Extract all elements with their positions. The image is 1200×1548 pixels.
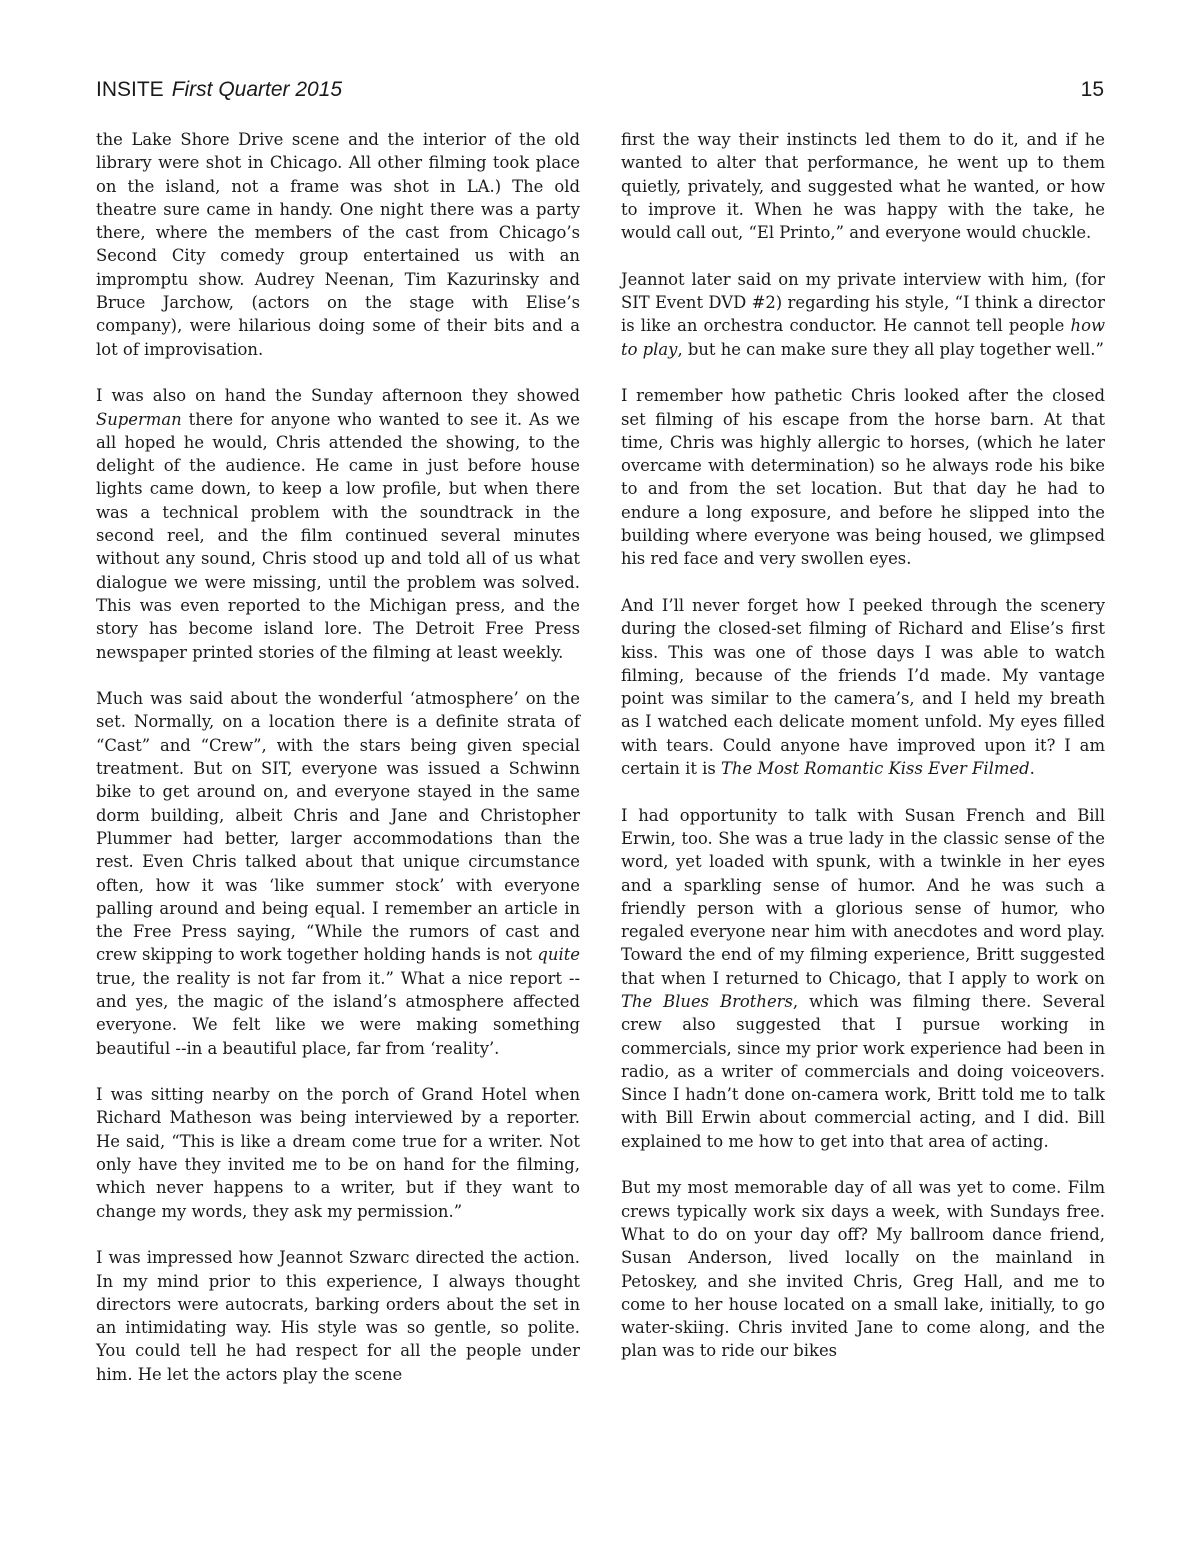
paragraph <box>96 1246 580 1386</box>
text-run: Jeannot later said on my private interview with him, (for SIT Event DVD #2) regarding his style, “I think a director is like an orchestra conductor. He cannot tell people <box>621 269 1105 336</box>
paragraph <box>96 384 580 664</box>
italic-text: The Most Romantic Kiss Ever Filmed <box>721 759 1030 779</box>
text-run: . <box>1029 759 1035 779</box>
paragraph <box>621 128 1105 244</box>
page-header <box>96 78 1104 108</box>
italic-text: how to play <box>621 316 1105 359</box>
text-run: there for anyone who wanted to see it. As we all hoped he would, Chris attended the showing, to the delight of the audience. He came in just before house lights came down, to keep a low profile, but when there was a technical problem with the soundtrack in the second reel, and the film continued several minutes without any sound, Chris stood up and told all of us what dialogue we were missing, until the problem was solved. This was even reported to the Michigan press, and the story has become island lore. The Detroit Free Press newspaper printed stories of the filming at least weekly. <box>96 409 580 662</box>
text-run: I was also on hand the Sunday afternoon they showed <box>96 386 580 406</box>
paragraph <box>96 1083 580 1223</box>
text-run: And I’ll never forget how I peeked through the scenery during the closed-set filming of Richard and Elise’s first kiss. This was one of those days I was able to watch filming, because of the friends I’d made. My vantage point was similar to the camera’s, and I held my breath as I watched each delicate moment unfold. My eyes filled with tears. Could anyone have improved upon it? I am certain it is <box>621 595 1105 779</box>
italic-text: The Blues Brothers <box>621 991 793 1011</box>
paragraph <box>621 268 1105 361</box>
paragraph <box>621 594 1105 780</box>
text-run: I had opportunity to talk with Susan French and Bill Erwin, too. She was a true lady in the classic sense of the word, yet loaded with spunk, with a twinkle in her eyes and a sparkling sense of humor. And he was such a friendly person with a glorious sense of humor, who regaled everyone near him with anecdotes and word play. Toward the end of my filming experience, Britt suggested that when I returned to Chicago, that I apply to work on <box>621 805 1105 988</box>
text-run: I remember how pathetic Chris looked after the closed set filming of his escape from the horse barn. At that time, Chris was highly allergic to horses, (which he later overcame with determination) so he always rode his bike to and from the set location. But that day he had to endure a long exposure, and before he slipped into the building where everyone was being housed, we glimpsed his red face and very swollen eyes. <box>621 386 1105 569</box>
text-run: , which was filming there. Several crew also suggested that I pursue working in commercials, since my prior work experience had been in radio, as a writer of commercials and doing voiceovers. Since I hadn’t done on-camera work, Britt told me to talk with Bill Erwin about commercial acting, and I did. Bill explained to me how to get into that area of acting. <box>621 991 1106 1151</box>
text-run: I was sitting nearby on the porch of Grand Hotel when Richard Matheson was being interviewed by a reporter. He said, “This is like a dream come true for a writer. Not only have they invited me to be on hand for the filming, which never happens to a writer, but if they want to change my words, they ask my permission.” <box>96 1085 580 1221</box>
text-run: But my most memorable day of all was yet to come. Film crews typically work six days a week, with Sundays free. What to do on your day off? My ballroom dance friend, Susan Anderson, lived locally on the mainland in Petoskey, and she invited Chris, Greg Hall, and me to come to her house located on a small lake, initially, to go water-skiing. Chris invited Jane to come along, and the plan was to ride our bikes <box>621 1178 1105 1361</box>
text-run: , but he can make sure they all play together well.” <box>677 339 1104 359</box>
italic-text: Superman <box>96 409 182 429</box>
paragraph <box>621 384 1105 570</box>
paragraph <box>621 1176 1105 1362</box>
page-number: 15 <box>1080 78 1104 101</box>
paragraph <box>96 128 580 361</box>
text-run: I was impressed how Jeannot Szwarc directed the action. In my mind prior to this experience, I always thought directors were autocrats, barking orders about the set in an intimidating way. His style was so gentle, so polite. You could tell he had respect for all the people under him. He let the actors play the scene <box>96 1248 580 1384</box>
text-run: true, the reality is not far from it.” What a nice report -- and yes, the magic of the island’s atmosphere affected everyone. We felt like we were making something beautiful --in a beautiful place, far from ‘reality’. <box>96 968 580 1058</box>
text-run: Much was said about the wonderful ‘atmosphere’ on the set. Normally, on a location there is a definite strata of “Cast” and “Crew”, with the stars being given special treatment. But on SIT, everyone was issued a Schwinn bike to get around on, and everyone stayed in the same dorm building, albeit Chris and Jane and Christopher Plummer had better, larger accommodations than the rest. Even Chris talked about that unique circumstance often, how it was ‘like summer stock’ with everyone palling around and being equal. I remember an article in the Free Press saying, “While the rumors of cast and crew skipping to work together holding hands is not <box>96 689 580 965</box>
text-run: first the way their instincts led them to do it, and if he wanted to alter that performance, he went up to them quietly, privately, and suggested what he wanted, or how to improve it. When he was happy with the take, he would call out, “El Printo,” and everyone would chuckle. <box>621 130 1105 243</box>
text-run: the Lake Shore Drive scene and the interior of the old library were shot in Chicago. All other filming took place on the island, not a frame was shot in LA.) The old theatre sure came in handy. One night there was a party there, where the members of the cast from Chicago’s Second City comedy group entertained us with an impromptu show. Audrey Neenan, Tim Kazurinsky and Bruce Jarchow, (actors on the stage with Elise’s company), were hilarious doing some of their bits and a lot of improvisation. <box>96 130 580 359</box>
paragraph <box>96 687 580 1060</box>
paragraph <box>621 804 1105 1153</box>
publication-name: INSITE <box>96 78 164 101</box>
italic-text: quite <box>537 945 580 965</box>
left-column <box>96 128 580 1386</box>
right-column <box>621 128 1105 1363</box>
running-head <box>96 78 342 102</box>
issue-label: First Quarter 2015 <box>171 78 343 101</box>
